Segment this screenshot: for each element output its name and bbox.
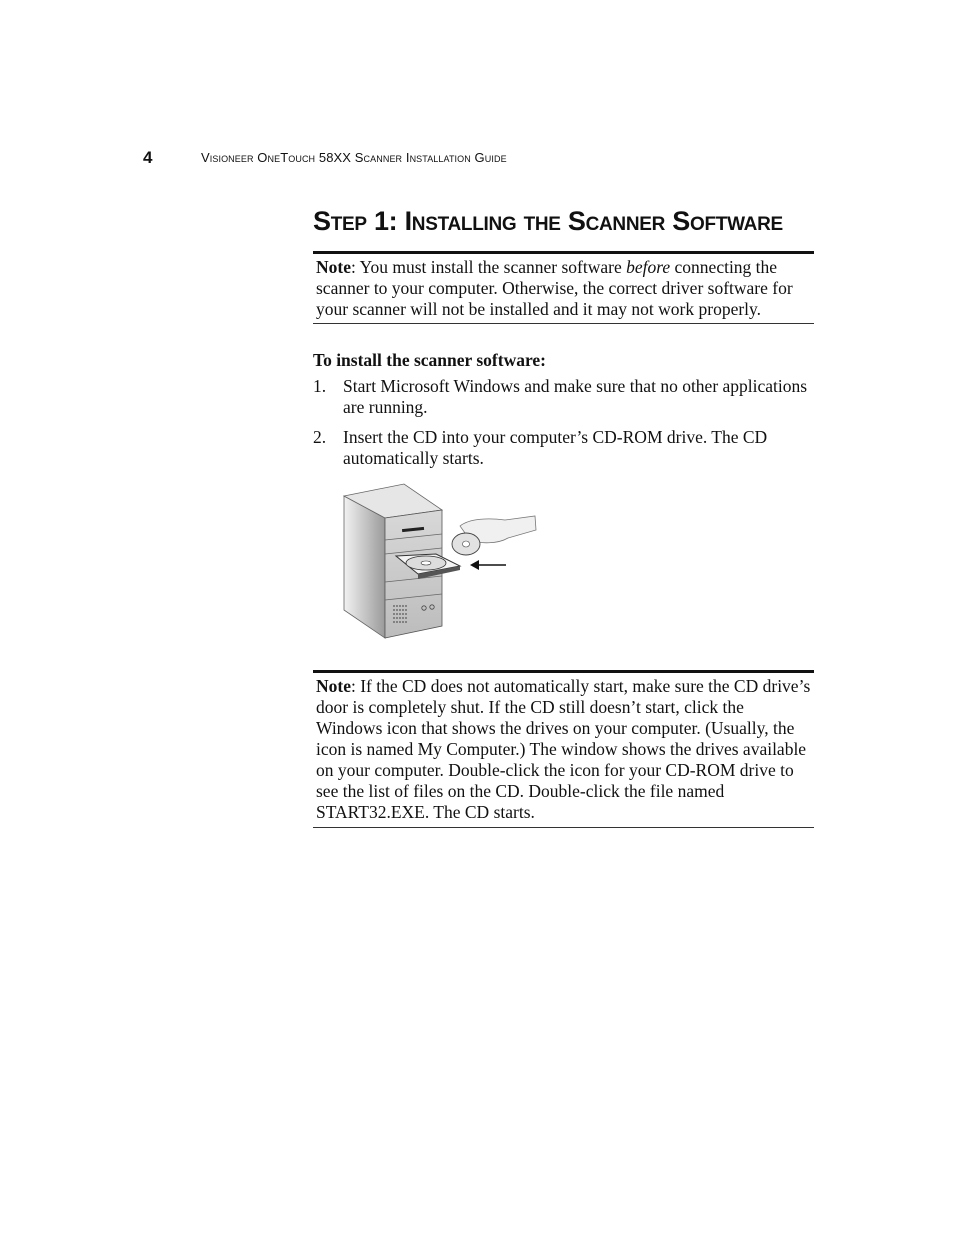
- steps-list: [313, 376, 814, 478]
- note-label: Note: [316, 676, 351, 696]
- page-header: [0, 148, 954, 170]
- note-text: : If the CD does not automatically start, make sure the CD drive’s door is completely shut. If the CD still doesn’t start, click the Windows icon that shows the drives on your computer. (Usually, the icon is named My Computer.) The window shows the drives available on your computer. Double-click the icon for your CD-ROM drive to see the list of files on the CD. Double-click the file named START32.EXE. The CD starts.: [316, 676, 811, 822]
- arrow-left-icon: [470, 560, 506, 570]
- step-number: 2.: [313, 427, 327, 447]
- note-emphasis: before: [626, 257, 671, 277]
- note-label: Note: [316, 257, 351, 277]
- step-number: 1.: [313, 376, 327, 396]
- step-text: Insert the CD into your computer’s CD-ROM drive. The CD automatically starts.: [343, 427, 768, 468]
- step-text: Start Microsoft Windows and make sure that no other applications are running.: [343, 376, 808, 417]
- note-box-autostart: [313, 670, 814, 828]
- note-text: : You must install the scanner software: [350, 257, 627, 277]
- step-item: [313, 427, 814, 469]
- note-box-before-install: [313, 251, 814, 324]
- hand-holding-cd-icon: [452, 516, 536, 555]
- running-head: Visioneer OneTouch 58XX Scanner Installation Guide: [201, 150, 507, 165]
- section-title: Step 1: Installing the Scanner Software: [313, 206, 783, 236]
- computer-cd-insert-illustration: [340, 482, 540, 642]
- procedure-heading: To install the scanner software:: [313, 350, 547, 370]
- page-number: 4: [143, 148, 153, 167]
- step-item: [313, 376, 814, 418]
- note-text: connecting the scanner to your computer. Otherwise, the correct driver software for your scanner will not be installed and it may not work properly.: [316, 257, 793, 319]
